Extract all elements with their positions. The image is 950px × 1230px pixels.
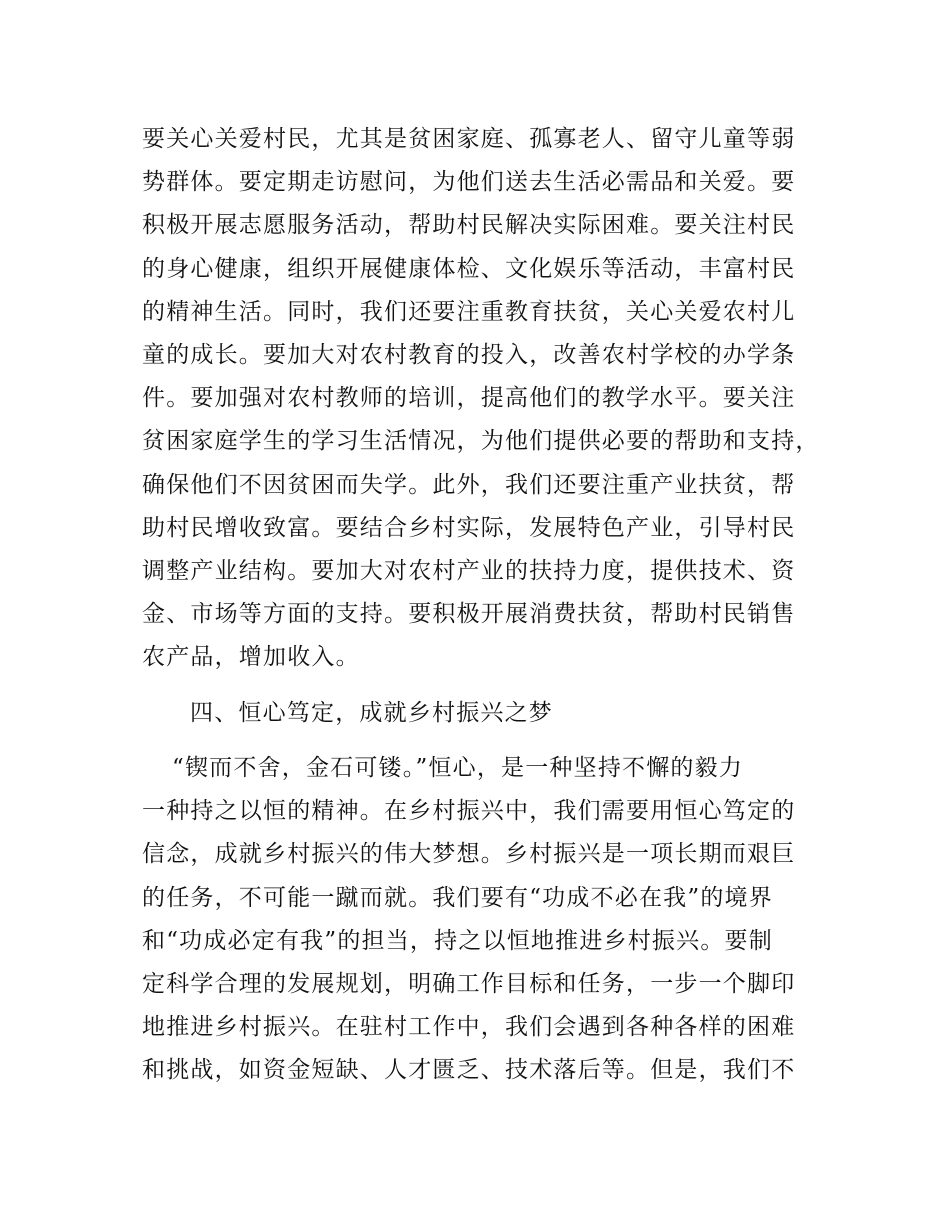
text-line: 要关心关爱村民，尤其是贫困家庭、孤寡老人、留守儿童等弱 — [142, 126, 796, 152]
text-line: 的身心健康，组织开展健康体检、文化娱乐等活动，丰富村民 — [142, 255, 796, 282]
text-line: 确保他们不因贫困而失学。此外，我们还要注重产业扶贫，帮 — [142, 471, 796, 498]
text-line: 调整产业结构。要加大对农村产业的扶持力度，提供技术、资 — [142, 557, 796, 584]
text-line: 积极开展志愿服务活动，帮助村民解决实际困难。要关注村民 — [142, 212, 796, 239]
paragraph-2 — [142, 747, 822, 1093]
text-line: 贫困家庭学生的学习生活情况，为他们提供必要的帮助和支持， — [142, 428, 820, 455]
text-line: 件。要加强对农村教师的培训，提高他们的教学水平。要关注 — [142, 385, 796, 412]
text-line: 一种持之以恒的精神。在乡村振兴中，我们需要用恒心笃定的 — [142, 798, 796, 825]
paragraph-1 — [142, 118, 822, 679]
text-line: 定科学合理的发展规划，明确工作目标和任务，一步一个脚印 — [142, 970, 796, 997]
text-line: 信念，成就乡村振兴的伟大梦想。乡村振兴是一项长期而艰巨 — [142, 841, 796, 868]
text-line: “锲而不舍，金石可镂。”恒心，是一种坚持不懈的毅力 — [172, 755, 744, 781]
text-line: 农产品，增加收入。 — [142, 644, 360, 671]
text-line: 童的成长。要加大对农村教育的投入，改善农村学校的办学条 — [142, 341, 796, 368]
section-heading: 四、恒心笃定，成就乡村振兴之梦 — [190, 700, 553, 726]
text-line: 势群体。要定期走访慰问，为他们送去生活必需品和关爱。要 — [142, 169, 796, 196]
text-line: 的精神生活。同时，我们还要注重教育扶贫，关心关爱农村儿 — [142, 298, 796, 325]
text-line: 金、市场等方面的支持。要积极开展消费扶贫，帮助村民销售 — [142, 601, 796, 628]
text-line: 的任务，不可能一蹴而就。我们要有“功成不必在我”的境界 — [142, 884, 773, 911]
text-line: 地推进乡村振兴。在驻村工作中，我们会遇到各种各样的困难 — [142, 1014, 796, 1041]
text-line: 助村民增收致富。要结合乡村实际，发展特色产业，引导村民 — [142, 514, 796, 541]
text-line: 和“功成必定有我”的担当，持之以恒地推进乡村振兴。要制 — [142, 927, 773, 954]
text-line: 和挑战，如资金短缺、人才匮乏、技术落后等。但是，我们不 — [142, 1057, 796, 1084]
